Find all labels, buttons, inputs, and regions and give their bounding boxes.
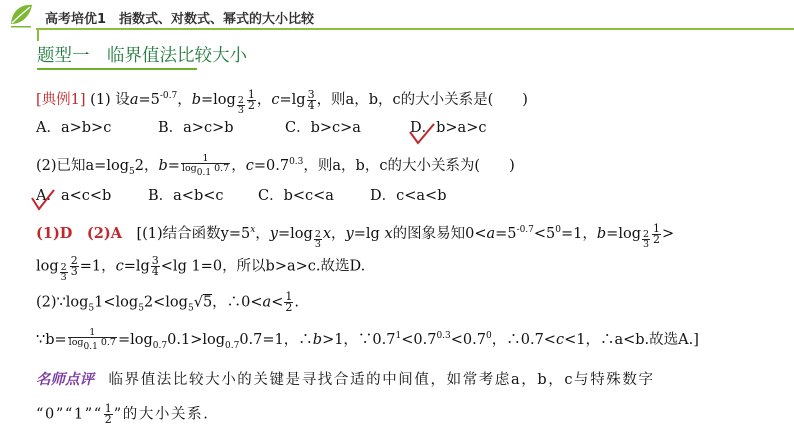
solution-line-1-text: [(1)结合函数y=5 — [136, 226, 251, 242]
option-1b: B．a>c>b — [158, 120, 234, 136]
comment-text-2-tail: ”的大小关系. — [113, 406, 210, 423]
checkmark-icon — [30, 188, 56, 212]
solution-line-4-text: ∵b= — [36, 332, 67, 348]
question-1: [典例1] (1) 设$a=5^{-0.7}$，b=log $_{\frac{2}{3}}$ $\frac{1}{2}$ ，c=lg $\frac{3}{4}$ ，则a，b，c的大小关系是( ) — [36, 87, 528, 116]
answer-label: (1)D (2)A — [36, 225, 122, 242]
option-2d: D．c<a<b — [370, 188, 447, 204]
comment-label: 名师点评 — [36, 372, 94, 388]
solution-line-1: (1)D (2)A [(1)结合函数$y=5^x$，y=log $_{\frac{2}{3}}$ x，y=lg x的图象易知$0<a=5^{-0.7}<5^0=1$，b=log $_{\frac{2}{3}}$ $\frac{1}{2}$ > — [36, 221, 675, 250]
option-1d: D．b>a>c — [410, 120, 487, 136]
checkmark-icon — [408, 122, 436, 146]
q2-prefix: (2)已知a=log — [36, 158, 129, 174]
solution-line-4: ∵b= $\frac{1}{\log_{0.1} 0.7}$ $=\log_{0.7}0.1>\log_{0.7}0.7=1$，∴b>1，$\because 0.7^1<0.7^{0.3}<0.7^0$，∴0.7<c<1，∴a<b.故选A.] — [36, 327, 699, 352]
leaf-logo-icon — [8, 2, 34, 30]
solution-line-3-text: (2)∵log — [36, 294, 89, 311]
solution-line-4-end: ∴a<b.故选A.] — [599, 332, 699, 348]
question-2: (2)已知$a=\log_52$，b= $\frac{1}{\log_{0.1} 0.7}$ ，$c=0.7^{0.3}$，则a，b，c的大小关系为( ) — [36, 153, 515, 178]
comment-line-2: “0”“1”“ $\frac{1}{2}$ ”的大小关系. — [36, 402, 210, 426]
solution-line-4-tail: >log — [190, 332, 225, 348]
q2-tail: ，则a，b，c的大小关系为( ) — [303, 158, 515, 174]
topic-underline — [37, 68, 197, 70]
option-1a: A．a>b>c — [36, 120, 112, 136]
option-2b: B．a<b<c — [148, 188, 224, 204]
header-accent-bar — [37, 28, 39, 41]
comment-line-1 — [36, 370, 655, 390]
q1-prefix: (1) 设 — [90, 92, 130, 108]
comment-text-1: 临界值法比较大小的关键是寻找合适的中间值，如常考虑a，b，c与特殊数字 — [108, 372, 655, 388]
header-divider — [36, 28, 794, 30]
topic-title: 题型一 临界值法比较大小 — [37, 46, 247, 66]
option-2a: A．a<c<b — [36, 188, 112, 204]
solution-line-2-text: ，所以b>a>c.故选D. — [222, 258, 366, 275]
options-2 — [36, 186, 446, 206]
example-tag: [典例1] — [36, 92, 86, 108]
option-2c: C．b<c<a — [258, 188, 334, 204]
option-1c: C．b>c>a — [285, 120, 361, 136]
solution-line-2: log $_{\frac{2}{3}}$ $\frac{2}{3}$ =1，c=lg $\frac{3}{4}$ <lg 1=0，所以b>a>c.故选D. — [36, 254, 366, 283]
comment-text-2: “0”“1”“ — [36, 406, 103, 423]
header-title: 高考培优1 指数式、对数式、幂式的大小比较 — [45, 12, 315, 27]
solution-line-3: $(2)\because\log_51<\log_52<\log_5√5$，∴0<a< $\frac{1}{2}$ . — [36, 290, 299, 314]
q1-tail: ，则a，b，c的大小关系是( ) — [316, 92, 528, 108]
